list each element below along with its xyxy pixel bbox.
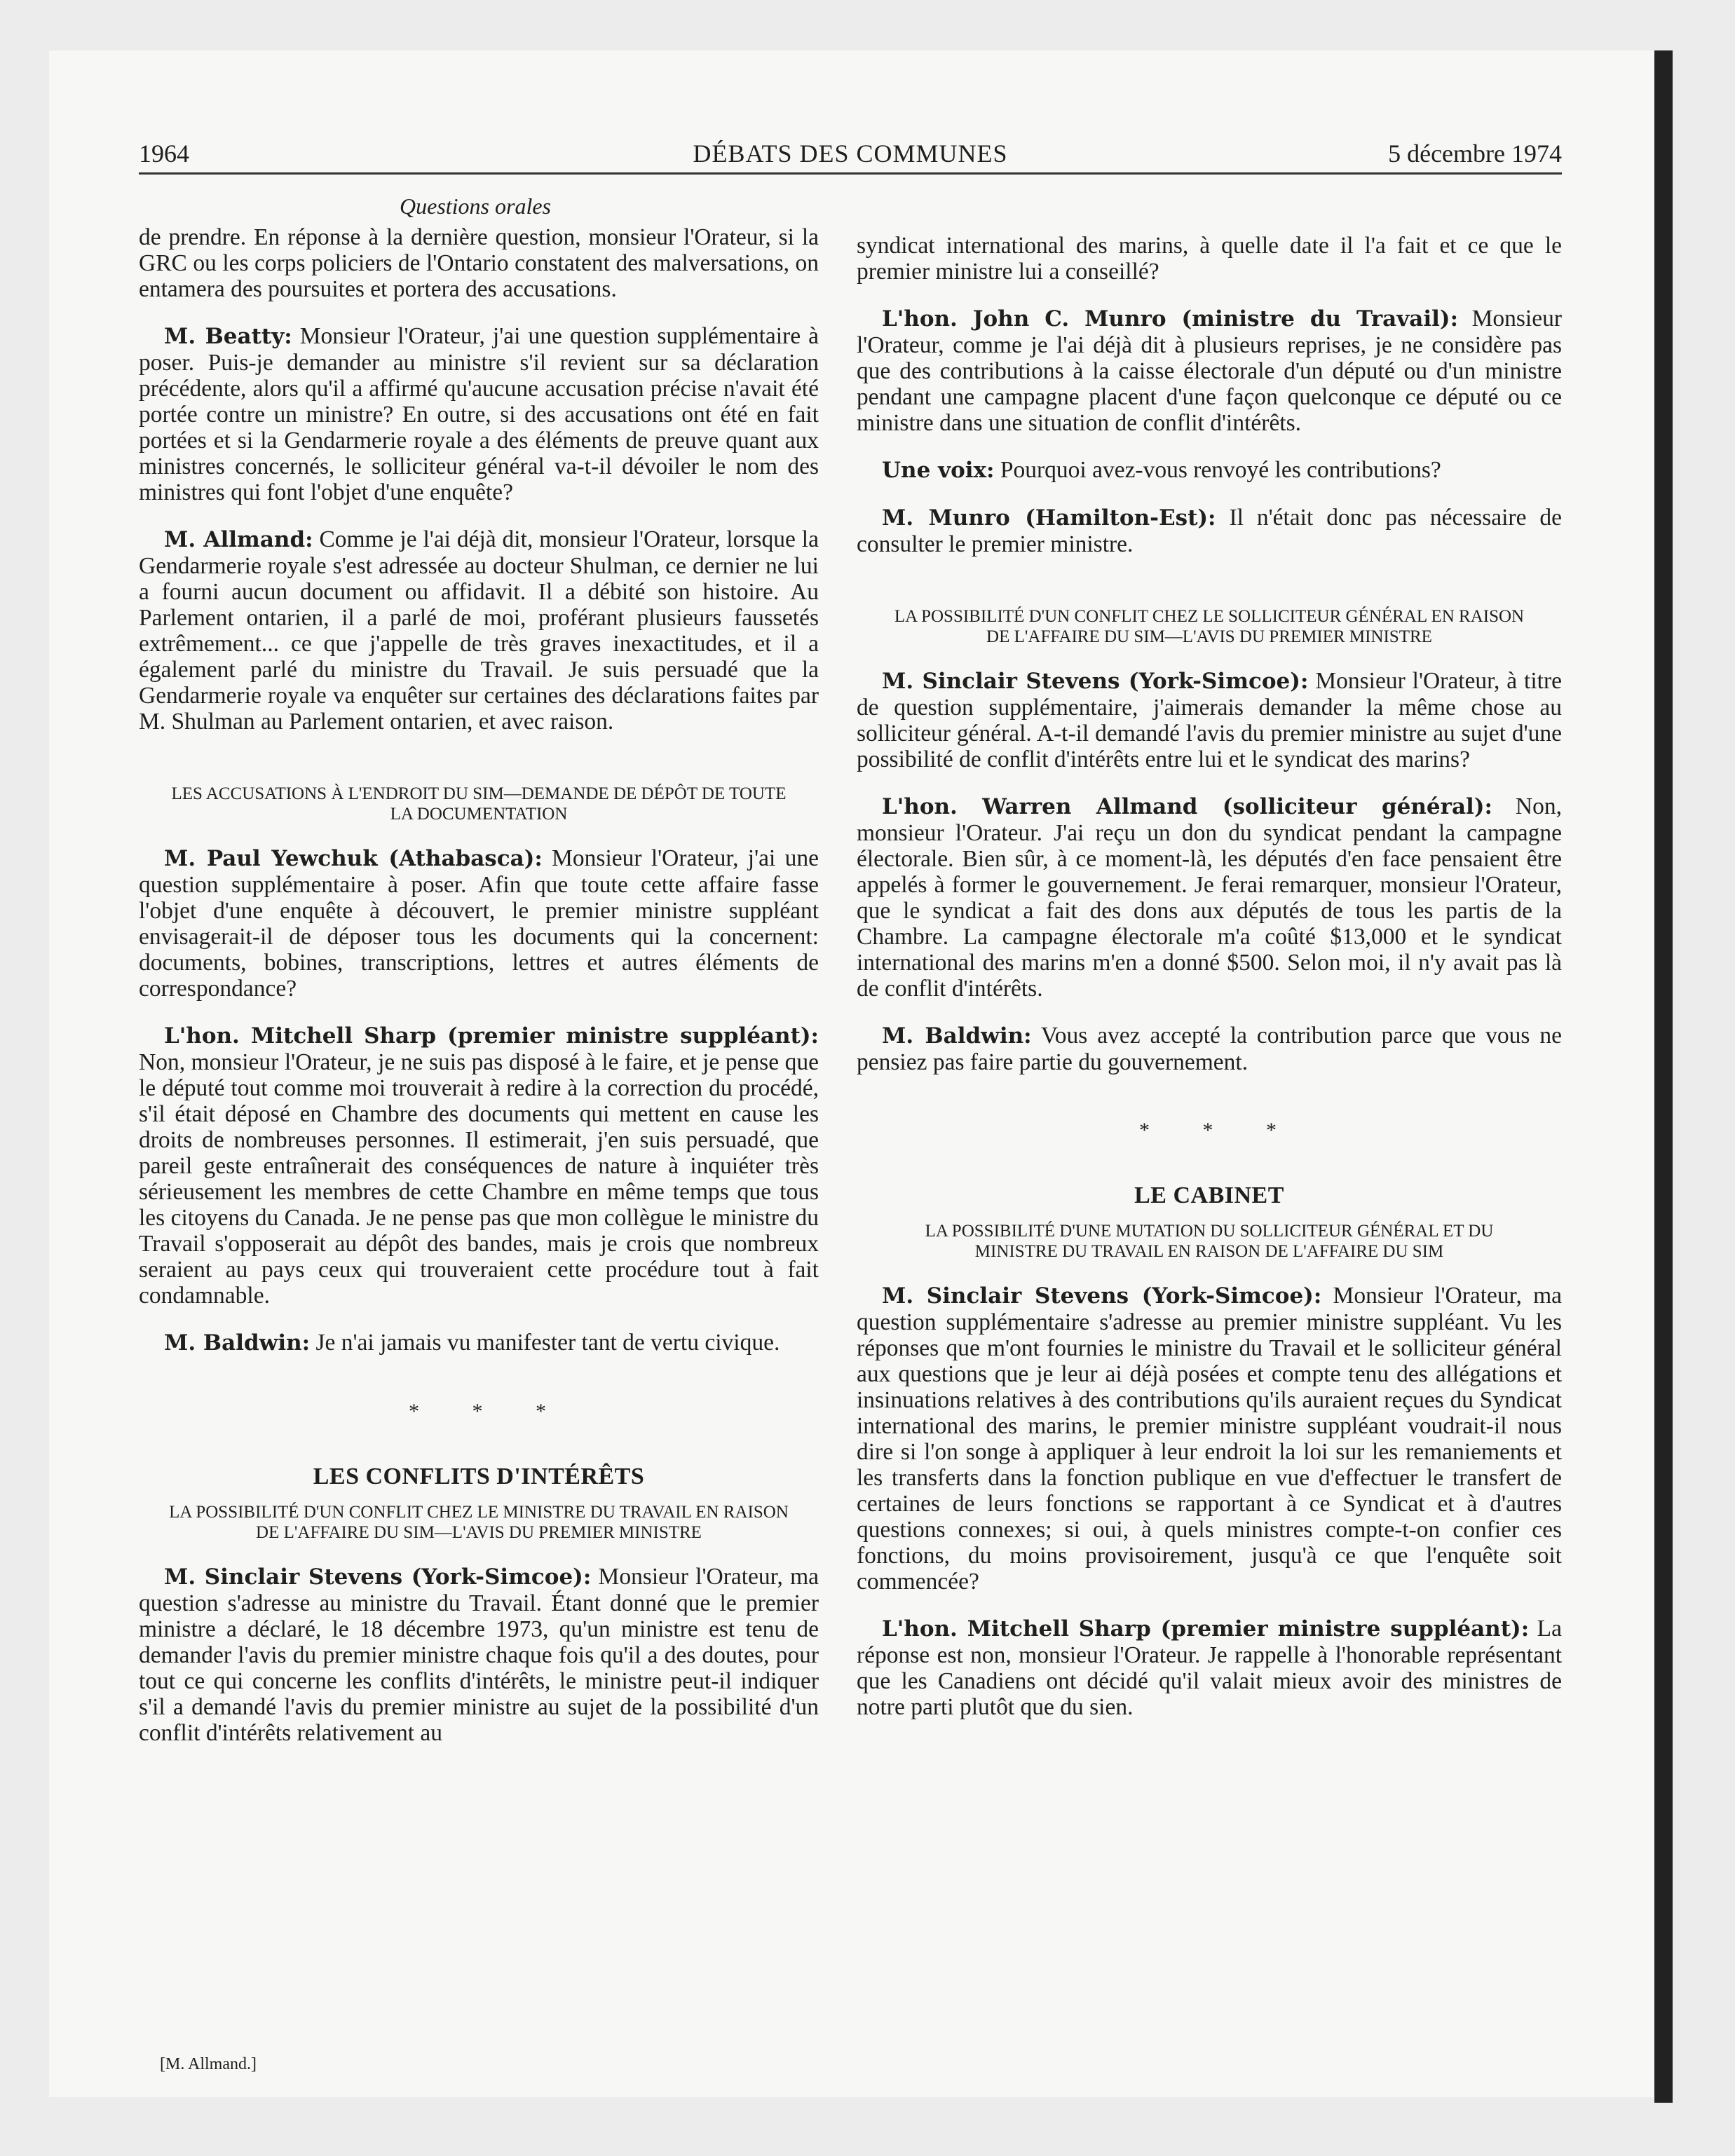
speaker-name: M. Allmand: xyxy=(164,527,313,552)
paragraph xyxy=(857,1616,1562,1720)
speech-text: Monsieur l'Orateur, ma question s'adresse au ministre du Travail. Étant donné que le premier ministre a déclaré, le 18 décembre 1973, qu'un ministre est tenu de demander l'avis du premier ministre chaque fois qu'il a des doutes, pour tout ce qui concerne les conflits d'intérêts, le ministre peut-il indiquer s'il a demandé l'avis du premier ministre au sujet de la possibilité d'un conflit d'intérêts relativement au xyxy=(139,1564,819,1746)
speech-text: Monsieur l'Orateur, ma question supplémentaire s'adresse au premier ministre suppléant. Vu les réponses que m'ont fournies le ministre du Travail et le solliciteur général aux questions que je leur ai déjà posées et compte tenu des allégations et insinuations relatives à des contributions qu'ils auraient reçues du Syndicat international des marins, le premier ministre suppléant voudrait-il nous dire si l'on songe à appliquer à leur endroit la loi sur les remaniements et les transferts dans la fonction publique en vue d'effectuer le transfert de certaines de leurs fonctions se rapportant à ce Syndicat et à d'autres questions connexes; si oui, à quels ministres compte-t-on confier ces fonctions, du moins provisoirement, jusqu'à ce que l'enquête soit commencée? xyxy=(857,1283,1563,1595)
subheading: LA POSSIBILITÉ D'UN CONFLIT CHEZ LE MINISTRE DU TRAVAIL EN RAISON DE L'AFFAIRE DU SIM—L'AVIS DU PREMIER MINISTRE xyxy=(169,1503,789,1542)
paragraph xyxy=(857,668,1562,772)
speaker-name: L'hon. Mitchell Sharp (premier ministre suppléant): xyxy=(164,1023,819,1049)
speech-text: Non, monsieur l'Orateur. J'ai reçu un don du syndicat pendant la campagne électorale. Bien sûr, à ce moment-là, les députés d'en face pensaient être appelés à former le gouvernement. Je ferai remarquer, monsieur l'Orateur, que le syndicat a fait des dons aux députés de tous les partis de la Chambre. La campagne électorale m'a coûté $13,000 et le syndicat international des marins m'en a donné $500. Selon moi, il n'y avait pas là de conflit d'intérêts. xyxy=(857,793,1562,1002)
right-column xyxy=(857,233,1562,1741)
speaker-name: M. Sinclair Stevens (York-Simcoe): xyxy=(164,1564,592,1590)
paragraph: syndicat international des marins, à quelle date il l'a fait et ce que le premier ministre lui a conseillé? xyxy=(857,233,1562,285)
paragraph xyxy=(139,845,819,1002)
speaker-name: L'hon. Warren Allmand (solliciteur général): xyxy=(882,794,1492,819)
speech-text: La réponse est non, monsieur l'Orateur. Je rappelle à l'honorable représentant que les Canadiens ont décidé qu'il valait mieux avoir des ministres de notre parti plutôt que du sien. xyxy=(857,1616,1562,1720)
paragraph xyxy=(139,323,819,505)
speaker-name: M. Munro (Hamilton-Est): xyxy=(882,505,1216,531)
paragraph xyxy=(857,306,1562,436)
publication-date: 5 décembre 1974 xyxy=(1388,139,1562,168)
speaker-name: M. Beatty: xyxy=(164,324,292,349)
left-column xyxy=(139,224,819,1767)
subheading: LA POSSIBILITÉ D'UNE MUTATION DU SOLLICITEUR GÉNÉRAL ET DU MINISTRE DU TRAVAIL EN RAISON DE L'AFFAIRE DU SIM xyxy=(925,1222,1494,1261)
speech-text: Comme je l'ai déjà dit, monsieur l'Orateur, lorsque la Gendarmerie royale s'est adressée au docteur Shulman, ce dernier ne lui a fourni aucun document ou affidavit. Il a débité son histoire. Au Parlement ontarien, il a parlé de moi, proférant plusieurs faussetés extrêmement... ce que j'appelle de très graves inexactitudes, et il a également parlé du ministre du Travail. Je suis persuadé que la Gendarmerie royale va enquêter sur certaines des déclarations faites par M. Shulman au Parlement ontarien, et avec raison. xyxy=(139,526,819,735)
scan-edge xyxy=(1654,50,1673,2103)
speaker-name: L'hon. John C. Munro (ministre du Travail): xyxy=(882,306,1459,332)
speaker-name: M. Sinclair Stevens (York-Simcoe): xyxy=(882,669,1309,694)
paragraph xyxy=(139,526,819,735)
paragraph xyxy=(857,457,1562,484)
paragraph xyxy=(857,793,1562,1002)
speaker-name: M. Sinclair Stevens (York-Simcoe): xyxy=(882,1283,1322,1309)
speaker-name: M. Baldwin: xyxy=(882,1023,1032,1049)
paragraph xyxy=(139,1023,819,1309)
paragraph xyxy=(139,1330,819,1356)
paragraph: de prendre. En réponse à la dernière question, monsieur l'Orateur, si la GRC ou les corps policiers de l'Ontario constatent des malversations, on entamera des poursuites et portera des accusations. xyxy=(139,224,819,302)
speech-text: Je n'ai jamais vu manifester tant de vertu civique. xyxy=(310,1330,780,1356)
section-heading: LE CABINET xyxy=(1134,1182,1284,1208)
subheading: LES ACCUSATIONS À L'ENDROIT DU SIM—DEMANDE DE DÉPÔT DE TOUTE LA DOCUMENTATION xyxy=(171,784,787,824)
speaker-name: M. Baldwin: xyxy=(164,1330,311,1356)
paragraph xyxy=(857,505,1562,557)
footer-reference: [M. Allmand.] xyxy=(160,2055,257,2073)
paragraph xyxy=(857,1023,1562,1075)
speech-text: Monsieur l'Orateur, j'ai une question supplémentaire à poser. Afin que toute cette affaire fasse l'objet d'une enquête à découvert, le premier ministre suppléant envisagerait-il de déposer tous les documents qui la concernent: documents, bobines, transcriptions, lettres et autres éléments de correspondance? xyxy=(139,845,819,1002)
speaker-name: L'hon. Mitchell Sharp (premier ministre suppléant): xyxy=(882,1616,1530,1642)
speech-text: Monsieur l'Orateur, j'ai une question supplémentaire à poser. Puis-je demander au ministre s'il revient sur sa déclaration précédente, alors qu'il a affirmé qu'aucune accusation précise n'avait été portée contre un ministre? En outre, si des accusations ont été en fait portées et si la Gendarmerie royale a des éléments de preuve quant aux ministres concernés, le solliciteur général va-t-il dévoiler le nom des ministres qui font l'objet d'une enquête? xyxy=(139,323,819,505)
speech-text: Non, monsieur l'Orateur, je ne suis pas disposé à le faire, et je pense que le député tout comme moi trouverait à redire à la correction du procédé, s'il était déposé en Chambre des documents qui mettent en cause les droits de nombreuses personnes. Il estimerait, j'en suis persuadé, que pareil geste entraînerait des conséquences de nature à inquiéter très sérieusement les membres de cette Chambre en même temps que tous les citoyens du Canada. Je ne pense pas que mon collègue le ministre du Travail s'opposerait au dépôt des bandes, mais je crois que nombreux seraient au pays ceux qui trouveraient cette procédure tout à fait condamnable. xyxy=(139,1049,819,1309)
section-separator: * * * xyxy=(409,1400,570,1423)
speaker-name: Une voix: xyxy=(882,458,995,483)
speech-text: Pourquoi avez-vous renvoyé les contributions? xyxy=(994,457,1441,483)
speech-text: Monsieur l'Orateur, à titre de question supplémentaire, j'aimerais demander la même chose au solliciteur général. A-t-il demandé l'avis du premier ministre au sujet d'une possibilité de conflit d'intérêts entre lui et le syndicat des marins? xyxy=(857,668,1562,772)
section-heading: LES CONFLITS D'INTÉRÊTS xyxy=(313,1464,645,1489)
speech-text: Monsieur l'Orateur, comme je l'ai déjà dit à plusieurs reprises, je ne considère pas que des contributions à la caisse électorale d'un député ou d'un ministre pendant une campagne placent d'une façon quelconque ce député ou ce ministre dans une situation de conflit d'intérêts. xyxy=(857,306,1562,436)
publication-title: DÉBATS DES COMMUNES xyxy=(693,139,1008,168)
page-number: 1964 xyxy=(139,139,189,168)
paragraph xyxy=(857,1283,1562,1595)
paragraph xyxy=(139,1564,819,1746)
section-label: Questions orales xyxy=(400,193,551,219)
speech-text: Vous avez accepté la contribution parce que vous ne pensiez pas faire partie du gouvernement. xyxy=(857,1023,1562,1075)
subheading: LA POSSIBILITÉ D'UN CONFLIT CHEZ LE SOLLICITEUR GÉNÉRAL EN RAISON DE L'AFFAIRE DU SIM—L'AVIS DU PREMIER MINISTRE xyxy=(894,607,1525,646)
section-separator: * * * xyxy=(1139,1119,1300,1142)
speech-text: Il n'était donc pas nécessaire de consulter le premier ministre. xyxy=(857,505,1563,557)
speaker-name: M. Paul Yewchuk (Athabasca): xyxy=(164,846,543,871)
page-header xyxy=(139,139,1562,175)
